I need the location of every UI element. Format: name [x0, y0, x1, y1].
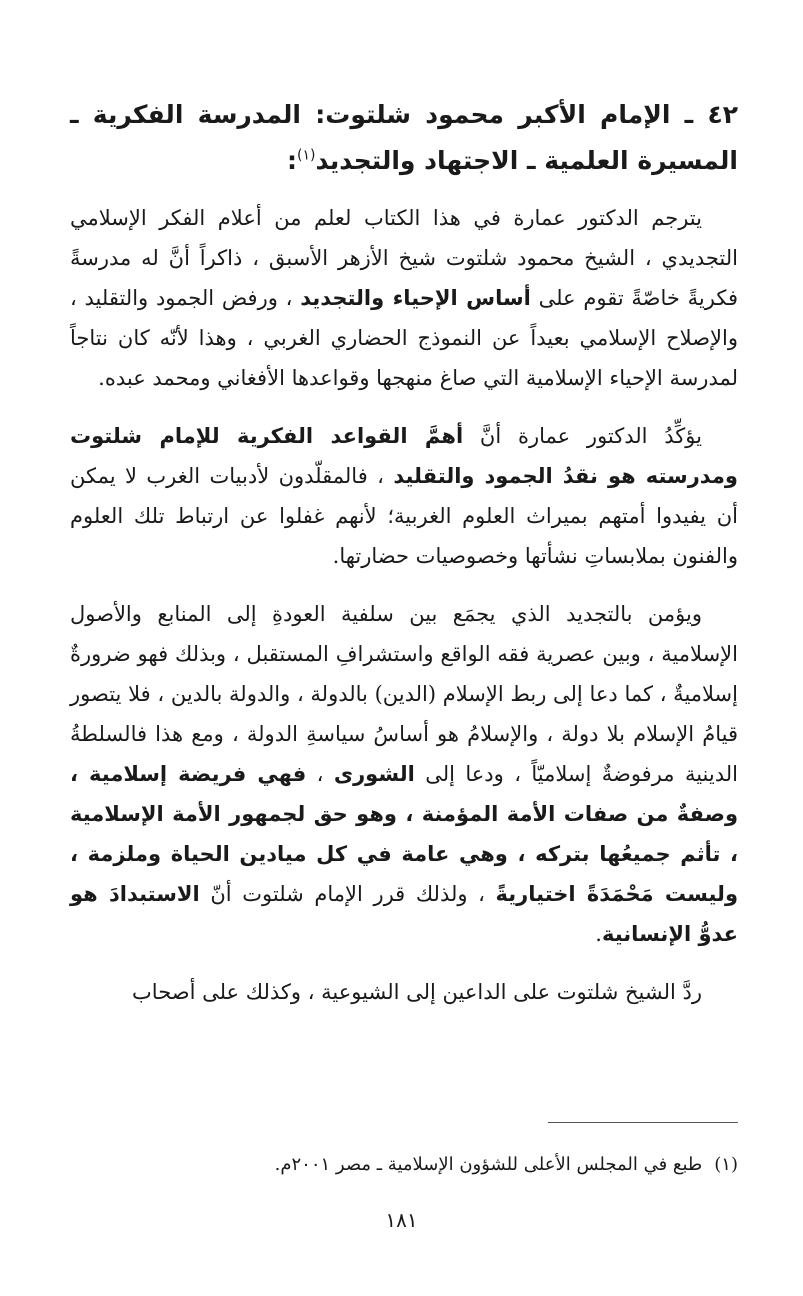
paragraph-text: ، فالمقلّدون لأدبيات الغرب لا يمكن أن يفيدوا أمتهم بميراث العلوم الغربية؛ لأنهم غفلوا عن ارتباط تلك العلوم والفنون بملابساتِ نشأتها وخصوصيات حضارتها.: [70, 464, 738, 568]
paragraph-text: ويؤمن بالتجديد الذي يجمَع بين سلفية العودةِ إلى المنابع والأصول الإسلامية ، وبين عصرية فقه الواقع واستشرافِ المستقبل ، وبذلك فهو ضرورةٌ إسلاميةٌ ، كما دعا إلى ربط الإسلام (الدين) بالدولة ، والدولة بالدين ، فلا يتصور قيامُ الإسلام بلا دولة ، والإسلامُ هو أساسُ سياسةِ الدولة ، ومع هذا فالسلطةُ الدينية مرفوضةٌ إسلاميّاً ، ودعا إلى: [70, 602, 738, 786]
paragraph-bold-text: أساس الإحياء والتجديد: [300, 286, 531, 310]
footnote-ref: (١): [296, 147, 316, 164]
paragraph-text: يترجم الدكتور عمارة في هذا الكتاب لعلم من أعلام الفكر الإسلامي التجديدي ، الشيخ محمود شلتوت شيخ الأزهر الأسبق ، ذاكراً أنَّ له مدرسةً فكريةً خاصّةً تقوم على: [70, 206, 738, 310]
paragraph-1: [70, 198, 738, 398]
paragraph-bold-text: الاستبدادَ هو عدوُّ الإنسانية: [70, 882, 738, 946]
paragraph-text: ،: [306, 762, 334, 786]
paragraph-text: ، ولذلك قرر الإمام شلتوت أنّ: [199, 882, 496, 906]
paragraph-4: [70, 972, 738, 1012]
section-heading: [70, 92, 738, 184]
paragraph-bold-text: فهي فريضة إسلامية ، وصفةٌ من صفات الأمة المؤمنة ، وهو حق لجمهور الأمة الإسلامية ، تأثم جميعُها بتركه ، وهي عامة في كل ميادين الحياة وملزمة ، وليست مَحْمَدَةً اختياريةً: [70, 762, 738, 906]
paragraph-text: ، ورفض الجمود والتقليد ، والإصلاح الإسلامي بعيداً عن النموذج الحضاري الغربي ، وهذا لأنّه كان نتاجاً لمدرسة الإحياء الإسلامية التي صاغ منهجها وقواعدها الأفغاني ومحمد عبده.: [70, 286, 738, 390]
page-number: ١٨١: [385, 1208, 418, 1232]
page-body: [70, 92, 738, 1030]
paragraph-bold-text: الشورى: [333, 762, 415, 786]
footnote-text: طبع في المجلس الأعلى للشؤون الإسلامية ـ مصر ٢٠٠١م.: [274, 1154, 703, 1175]
paragraph-text: .: [595, 922, 602, 946]
paragraph-2: [70, 416, 738, 576]
heading-text: ٤٢ ـ الإمام الأكبر محمود شلتوت: المدرسة الفكرية ـ المسيرة العلمية ـ الاجتهاد والتجديد: [70, 100, 738, 175]
paragraph-text: يؤكِّدُ الدكتور عمارة أنَّ: [463, 424, 702, 448]
paragraph-3: [70, 594, 738, 954]
paragraph-bold-text: أهمَّ القواعد الفكرية للإمام شلتوت ومدرسته هو نقدُ الجمود والتقليد: [70, 424, 738, 488]
footnote: [70, 1150, 738, 1180]
heading-suffix: :: [286, 146, 297, 175]
paragraph-text: ردَّ الشيخ شلتوت على الداعين إلى الشيوعية ، وكذلك على أصحاب: [132, 980, 702, 1004]
footnote-number: (١): [714, 1154, 738, 1175]
